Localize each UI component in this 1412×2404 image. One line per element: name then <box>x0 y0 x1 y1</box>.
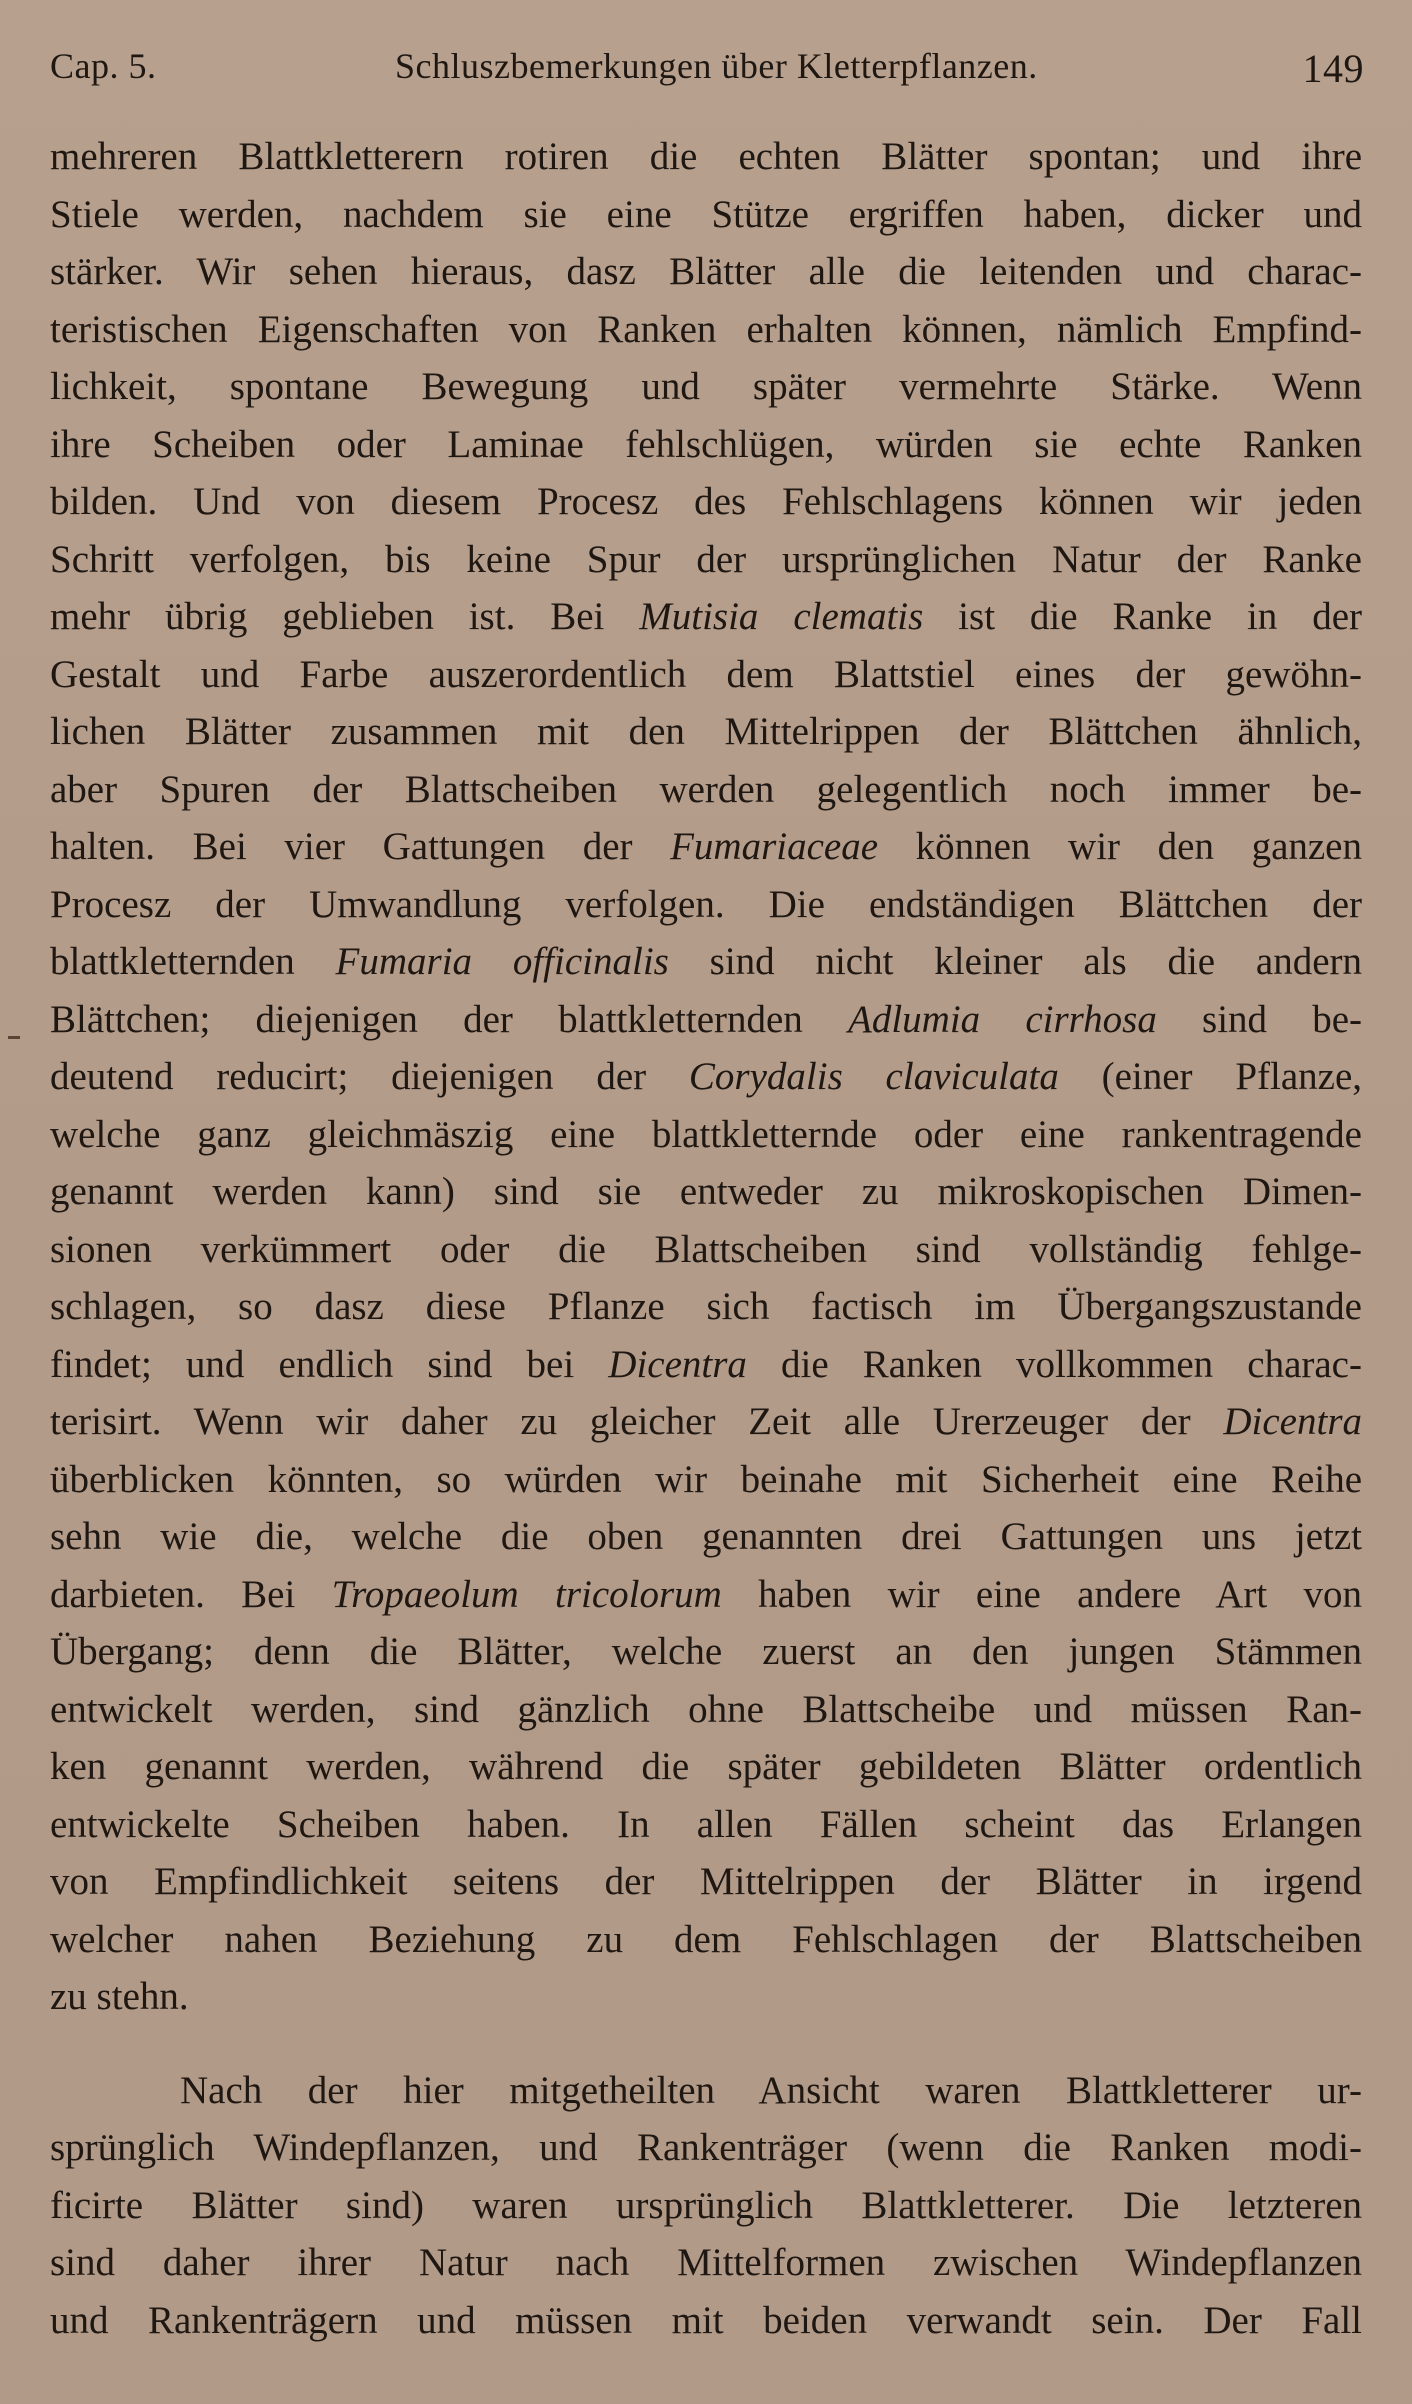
text-line <box>50 2177 1362 2235</box>
text-run: von Empfindlichkeit seitens der Mittelrippen der Blätter in irgend <box>50 1860 1362 1903</box>
text-line <box>50 703 1362 761</box>
text-run: schlagen, so dasz diese Pflanze sich factisch im Übergangszustande <box>50 1285 1362 1328</box>
text-run: Schritt verfolgen, bis keine Spur der ursprünglichen Natur der Ranke <box>50 537 1362 581</box>
text-run: die Ranken vollkommen charac- <box>746 1342 1362 1386</box>
text-line <box>50 1393 1362 1451</box>
paragraph-gap <box>50 2026 1362 2062</box>
running-head <box>50 30 1364 100</box>
text-run: sind be- <box>1156 997 1363 1041</box>
page-number: 149 <box>1302 46 1364 91</box>
text-run: ist die Ranke in der <box>923 595 1362 638</box>
text-run: welcher nahen Beziehung zu dem Fehlschlagen der Blattscheiben <box>50 1917 1362 1961</box>
text-run: entwickelte Scheiben haben. In allen Fällen scheint das Erlangen <box>50 1802 1362 1846</box>
text-line <box>50 243 1362 301</box>
margin-mark <box>8 1036 20 1039</box>
text-line <box>50 1911 1362 1969</box>
text-line <box>50 416 1362 474</box>
text-line <box>50 991 1362 1049</box>
species-name: Fumaria officinalis <box>335 940 669 983</box>
text-run: sehn wie die, welche die oben genannten drei Gattungen uns jetzt <box>50 1515 1362 1558</box>
text-line <box>50 531 1362 589</box>
text-line <box>50 301 1362 359</box>
species-name: Fumariaceae <box>670 825 879 868</box>
text-run: darbieten. Bei <box>50 1572 332 1616</box>
text-run: halten. Bei vier Gattungen der <box>50 825 671 868</box>
species-name: Adlumia cirrhosa <box>848 997 1157 1041</box>
text-run: Blättchen; diejenigen der blattkletternden <box>50 997 848 1041</box>
text-run: lichkeit, spontane Bewegung und später vermehrte Stärke. Wenn <box>50 365 1362 408</box>
text-line <box>50 1566 1362 1624</box>
text-run: Stiele werden, nachdem sie eine Stütze ergriffen haben, dicker und <box>50 192 1362 236</box>
body-text <box>50 128 1362 2349</box>
text-run: überblicken könnten, so würden wir beinahe mit Sicherheit eine Reihe <box>50 1457 1362 1501</box>
text-line <box>50 186 1362 244</box>
text-line <box>50 1451 1362 1509</box>
species-name: Dicentra <box>608 1342 747 1386</box>
text-run: teristischen Eigenschaften von Ranken erhalten können, nämlich Empfind- <box>50 307 1362 351</box>
text-line <box>50 818 1362 876</box>
text-line <box>50 128 1362 186</box>
text-line <box>50 2292 1362 2350</box>
species-name: Corydalis claviculata <box>688 1055 1059 1098</box>
text-line <box>50 1853 1362 1911</box>
text-line <box>50 1681 1362 1739</box>
text-run: sionen verkümmert oder die Blattscheiben sind vollständig fehlge- <box>50 1227 1362 1271</box>
text-run: Nach der hier mitgetheilten Ansicht waren Blattkletterer ur- <box>180 2068 1362 2112</box>
text-run: aber Spuren der Blattscheiben werden gelegentlich noch immer be- <box>50 767 1362 811</box>
text-line <box>50 646 1362 704</box>
text-line <box>50 473 1362 531</box>
text-run: terisirt. Wenn wir daher zu gleicher Zeit alle Urerzeuger der <box>50 1400 1224 1443</box>
text-run: (einer Pflanze, <box>1058 1055 1363 1098</box>
text-line <box>50 1278 1362 1336</box>
text-line <box>50 876 1362 934</box>
text-run: bilden. Und von diesem Procesz des Fehlschlagens können wir jeden <box>50 480 1362 523</box>
text-run: findet; und endlich sind bei <box>50 1342 609 1386</box>
text-line <box>50 2062 1362 2120</box>
text-run: zu stehn. <box>50 1975 189 2018</box>
text-line <box>50 358 1362 416</box>
text-run: blattkletternden <box>50 940 336 983</box>
text-run: Procesz der Umwandlung verfolgen. Die endständigen Blättchen der <box>50 882 1362 926</box>
text-line <box>50 1738 1362 1796</box>
text-run: lichen Blätter zusammen mit den Mittelrippen der Blättchen ähnlich, <box>50 710 1362 753</box>
text-run: können wir den ganzen <box>878 825 1362 868</box>
species-name: Mutisia clematis <box>639 595 924 638</box>
text-run: stärker. Wir sehen hieraus, dasz Blätter alle die leitenden und charac- <box>50 250 1362 293</box>
text-run: haben wir eine andere Art von <box>721 1572 1362 1616</box>
running-title: Schluszbemerkungen über Kletterpflanzen. <box>395 46 1038 86</box>
text-line <box>50 1221 1362 1279</box>
text-run: mehr übrig geblieben ist. Bei <box>50 595 640 638</box>
text-run: deutend reducirt; diejenigen der <box>50 1055 689 1098</box>
text-line <box>50 761 1362 819</box>
text-run: entwickelt werden, sind gänzlich ohne Blattscheibe und müssen Ran- <box>50 1687 1362 1731</box>
text-line <box>50 588 1362 646</box>
text-run: und Rankenträgern und müssen mit beiden verwandt sein. Der Fall <box>50 2298 1362 2342</box>
text-line <box>50 1508 1362 1566</box>
text-line <box>50 933 1362 991</box>
text-line <box>50 1163 1362 1221</box>
text-run: Übergang; denn die Blätter, welche zuerst an den jungen Stämmen <box>50 1630 1362 1673</box>
species-name: Dicentra <box>1223 1400 1362 1443</box>
species-name: Tropaeolum tricolorum <box>331 1572 722 1616</box>
text-line <box>50 1968 1362 2026</box>
text-run: ken genannt werden, während die später gebildeten Blätter ordentlich <box>50 1745 1362 1788</box>
text-line <box>50 1106 1362 1164</box>
text-run: welche ganz gleichmäszig eine blattkletternde oder eine rankentragende <box>50 1112 1362 1156</box>
chapter-label: Cap. 5. <box>50 46 157 86</box>
text-run: sprünglich Windepflanzen, und Rankenträger (wenn die Ranken modi- <box>50 2126 1362 2169</box>
text-line <box>50 1048 1362 1106</box>
text-line <box>50 1796 1362 1854</box>
text-line <box>50 1623 1362 1681</box>
text-run: ihre Scheiben oder Laminae fehlschlügen, würden sie echte Ranken <box>50 422 1362 466</box>
text-run: sind nicht kleiner als die andern <box>668 940 1362 983</box>
text-run: ficirte Blätter sind) waren ursprünglich Blattkletterer. Die letzteren <box>50 2183 1362 2227</box>
text-line <box>50 2119 1362 2177</box>
text-run: genannt werden kann) sind sie entweder zu mikroskopischen Dimen- <box>50 1170 1362 1213</box>
text-line <box>50 1336 1362 1394</box>
text-line <box>50 2234 1362 2292</box>
text-run: Gestalt und Farbe auszerordentlich dem Blattstiel eines der gewöhn- <box>50 652 1362 696</box>
text-run: sind daher ihrer Natur nach Mittelformen zwischen Windepflanzen <box>50 2241 1362 2284</box>
text-run: mehreren Blattkletterern rotiren die echten Blätter spontan; und ihre <box>50 135 1362 178</box>
